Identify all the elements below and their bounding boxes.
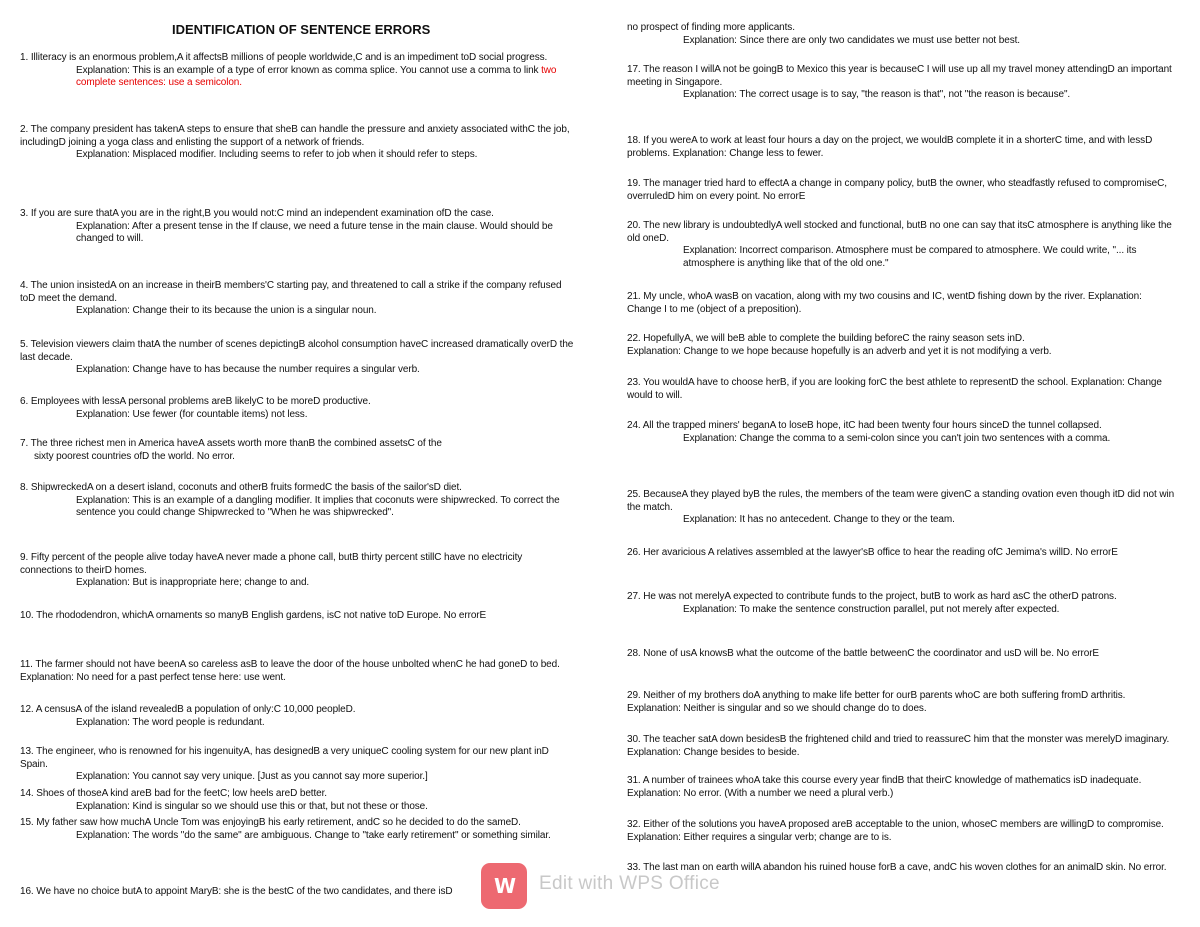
wps-logo-icon: W xyxy=(481,863,527,909)
question-2 xyxy=(20,124,575,162)
explanation-text: Explanation: Change their to its because the union is a singular noun. xyxy=(76,305,377,317)
explanation-text: Explanation: It has no antecedent. Change to they or the team. xyxy=(683,514,955,526)
question-text: 6. Employees with lessA personal problems areB likelyC to be moreD productive. xyxy=(20,396,371,407)
question-text: 18. If you wereA to work at least four hours a day on the project, we wouldB complete it in a shorterC time, and with lessD problems. Explanation: Change less to fewer. xyxy=(627,135,1153,159)
question-30 xyxy=(627,734,1177,759)
question-text: 9. Fifty percent of the people alive today haveA never made a phone call, butB thirty percent stillC have no electricity connections to theirD homes. xyxy=(20,552,523,576)
highlighted-phrase: two complete sentences: use a semicolon. xyxy=(76,64,557,89)
question-26 xyxy=(627,547,1177,560)
explanation-text: Explanation: Change have to has because the number requires a singular verb. xyxy=(76,364,420,376)
explanation-text: Explanation: The word people is redundant. xyxy=(76,716,265,728)
explanation-text: Explanation: Misplaced modifier. Including seems to refer to job when it should refer to steps. xyxy=(76,149,478,161)
question-text: 28. None of usA knowsB what the outcome of the battle betweenC the coordinator and usD will be. No errorE xyxy=(627,648,1099,659)
question-28 xyxy=(627,648,1177,661)
question-text: 29. Neither of my brothers doA anything to make life better for ourB parents whoC are both suffering fromD arthritis. Explanation: Neither is singular and so we should change do to does. xyxy=(627,690,1126,714)
explanation-text: Explanation: After a present tense in the If clause, we need a future tense in the main clause. Would should be changed to will. xyxy=(76,220,553,245)
question-text: 22. HopefullyA, we will beB able to complete the building beforeC the rainy season sets inD. xyxy=(627,333,1025,344)
question-text: Explanation: Change to we hope because hopefully is an adverb and yet it is not modifying a verb. xyxy=(627,345,1052,357)
explanation-text: Explanation: The words "do the same" are ambiguous. Change to "take early retirement" or something similar. xyxy=(76,829,551,841)
explanation-text: Explanation: Since there are only two candidates we must use better not best. xyxy=(683,34,1020,46)
question-31 xyxy=(627,775,1177,800)
explanation-text: Explanation: Kind is singular so we should use this or that, but not these or those. xyxy=(76,800,428,812)
question-19 xyxy=(627,178,1177,203)
question-5 xyxy=(20,339,575,377)
question-text: 14. Shoes of thoseA kind areB bad for the feetC; low heels areD better. xyxy=(20,788,327,799)
question-8 xyxy=(20,482,575,520)
question-text: sixty poorest countries ofD the world. No error. xyxy=(34,450,235,462)
explanation-text: Explanation: Change the comma to a semi-colon since you can't join two sentences with a comma. xyxy=(683,432,1111,444)
question-text: 11. The farmer should not have beenA so careless asB to leave the door of the house unbolted whenC he had goneD to bed. Explanation: No need for a past perfect tense here: use went. xyxy=(20,659,560,683)
question-text: 15. My father saw how muchA Uncle Tom was enjoyingB his early retirement, andC so he decided to do the sameD. xyxy=(20,817,521,828)
question-text: 13. The engineer, who is renowned for his ingenuityA, has designedB a very uniqueC cooling system for our new plant inD Spain. xyxy=(20,746,549,770)
question-text: no prospect of finding more applicants. xyxy=(627,22,795,33)
question-text: 20. The new library is undoubtedlyA well stocked and functional, butB no one can say that itsC atmosphere is anything like the old oneD. xyxy=(627,220,1172,244)
question-text: 2. The company president has takenA steps to ensure that sheB can handle the pressure and anxiety associated withC the job, includingD joining a yoga class and enlisting the support of a network of friends. xyxy=(20,124,570,148)
question-29 xyxy=(627,690,1177,715)
question-25 xyxy=(627,489,1177,527)
question-27 xyxy=(627,591,1177,616)
explanation-text: Explanation: Incorrect comparison. Atmosphere must be compared to atmosphere. We could write, "... its atmosphere is anything like that of the old one." xyxy=(683,245,1137,269)
question-21 xyxy=(627,291,1177,316)
question-text: 24. All the trapped miners' beganA to loseB hope, itC had been twenty four hours sinceD the tunnel collapsed. xyxy=(627,420,1102,431)
question-32 xyxy=(627,819,1177,844)
question-7 xyxy=(20,438,575,463)
explanation-text: Explanation: This is an example of a type of error known as comma splice. You cannot use a comma to link two complete sentences: use a semicolon. xyxy=(76,64,557,89)
question-text: 8. ShipwreckedA on a desert island, coconuts and otherB fruits formedC the basis of the sailor'sD diet. xyxy=(20,482,462,493)
question-text: 32. Either of the solutions you haveA proposed areB acceptable to the union, whoseC members are willingD to compromise. Explanation: Either requires a singular verb; change are to is. xyxy=(627,819,1164,843)
question-text: 19. The manager tried hard to effectA a change in company policy, butB the owner, who steadfastly refused to compromiseC, overruledD him on every point. No errorE xyxy=(627,178,1167,202)
question-11 xyxy=(20,659,575,684)
question-1 xyxy=(20,52,575,90)
question-6 xyxy=(20,396,575,421)
question-text: 16. We have no choice butA to appoint MaryB: she is the bestC of the two candidates, and there isD xyxy=(20,886,453,897)
question-text: 10. The rhododendron, whichA ornaments so manyB English gardens, isC not native toD Europe. No errorE xyxy=(20,610,487,621)
explanation-text: Explanation: To make the sentence construction parallel, put not merely after expected. xyxy=(683,603,1060,615)
question-text: 31. A number of trainees whoA take this course every year findB that theirC knowledge of mathematics isD inadequate. Explanation: No error. (With a number we need a plural verb.) xyxy=(627,775,1142,799)
explanation-text: Explanation: But is inappropriate here; change to and. xyxy=(76,577,310,589)
explanation-text: Explanation: Use fewer (for countable items) not less. xyxy=(76,408,308,420)
question-text: 1. Illiteracy is an enormous problem,A it affectsB millions of people worldwide,C and is an impediment toD social progress. xyxy=(20,52,548,63)
question-text: 3. If you are sure thatA you are in the right,B you would not:C mind an independent examination ofD the case. xyxy=(20,208,494,219)
question-text: 21. My uncle, whoA wasB on vacation, along with my two cousins and IC, wentD fishing down by the river. Explanation: Change I to me (object of a preposition). xyxy=(627,291,1142,315)
question-text: 17. The reason I willA not be goingB to Mexico this year is becauseC I will use up all my travel money attendingD an important meeting in Singapore. xyxy=(627,64,1172,88)
question-23 xyxy=(627,377,1177,402)
explanation-text: Explanation: The correct usage is to say, "the reason is that", not "the reason is because". xyxy=(683,89,1071,101)
explanation-text: Explanation: This is an example of a dangling modifier. It implies that coconuts were shipwrecked. To correct the sentence you could change Shipwrecked to "When he was shipwrecked". xyxy=(76,494,560,519)
question-14 xyxy=(20,788,575,813)
question-24 xyxy=(627,420,1177,445)
question-text: 27. He was not merelyA expected to contribute funds to the project, butB to work as hard asC the otherD patrons. xyxy=(627,591,1117,602)
page-title: IDENTIFICATION OF SENTENCE ERRORS xyxy=(172,22,431,37)
question-10 xyxy=(20,610,575,623)
question-3 xyxy=(20,208,575,246)
question-12 xyxy=(20,704,575,729)
question-text: 23. You wouldA have to choose herB, if you are looking forC the best athlete to representD the school. Explanation: Change would to will. xyxy=(627,377,1162,401)
question-text: 4. The union insistedA on an increase in theirB members'C starting pay, and threatened to call a strike if the company refused toD meet the demand. xyxy=(20,280,562,304)
question-20 xyxy=(627,220,1177,270)
question-15 xyxy=(20,817,575,842)
question-text: 33. The last man on earth willA abandon his ruined house forB a cave, andC his woven clothes for an animalD skin. No error. xyxy=(627,862,1167,873)
explanation-text: Explanation: You cannot say very unique. [Just as you cannot say more superior.] xyxy=(76,771,428,783)
question-text: 26. Her avaricious A relatives assembled at the lawyer'sB office to hear the reading ofC Jemima's willD. No errorE xyxy=(627,547,1118,558)
question-text: 7. The three richest men in America haveA assets worth more thanB the combined assetsC of the xyxy=(20,438,442,449)
question-text: 5. Television viewers claim thatA the number of scenes depictingB alcohol consumption haveC increased dramatically overD the last decade. xyxy=(20,339,574,363)
question-text: 25. BecauseA they played byB the rules, the members of the team were givenC a standing ovation even though itD did not win the match. xyxy=(627,489,1175,513)
question-16b xyxy=(627,22,1177,47)
question-18 xyxy=(627,135,1177,160)
watermark-text: Edit with WPS Office xyxy=(539,873,720,894)
question-text: 12. A censusA of the island revealedB a population of only:C 10,000 peopleD. xyxy=(20,704,356,715)
question-9 xyxy=(20,552,575,590)
question-17 xyxy=(627,64,1177,102)
question-text: 30. The teacher satA down besidesB the frightened child and tried to reassureC him that the monster was merelyD imaginary. Explanation: Change besides to beside. xyxy=(627,734,1170,758)
question-13 xyxy=(20,746,575,784)
question-4 xyxy=(20,280,575,318)
wps-watermark[interactable] xyxy=(481,860,761,912)
question-22 xyxy=(627,333,1177,358)
